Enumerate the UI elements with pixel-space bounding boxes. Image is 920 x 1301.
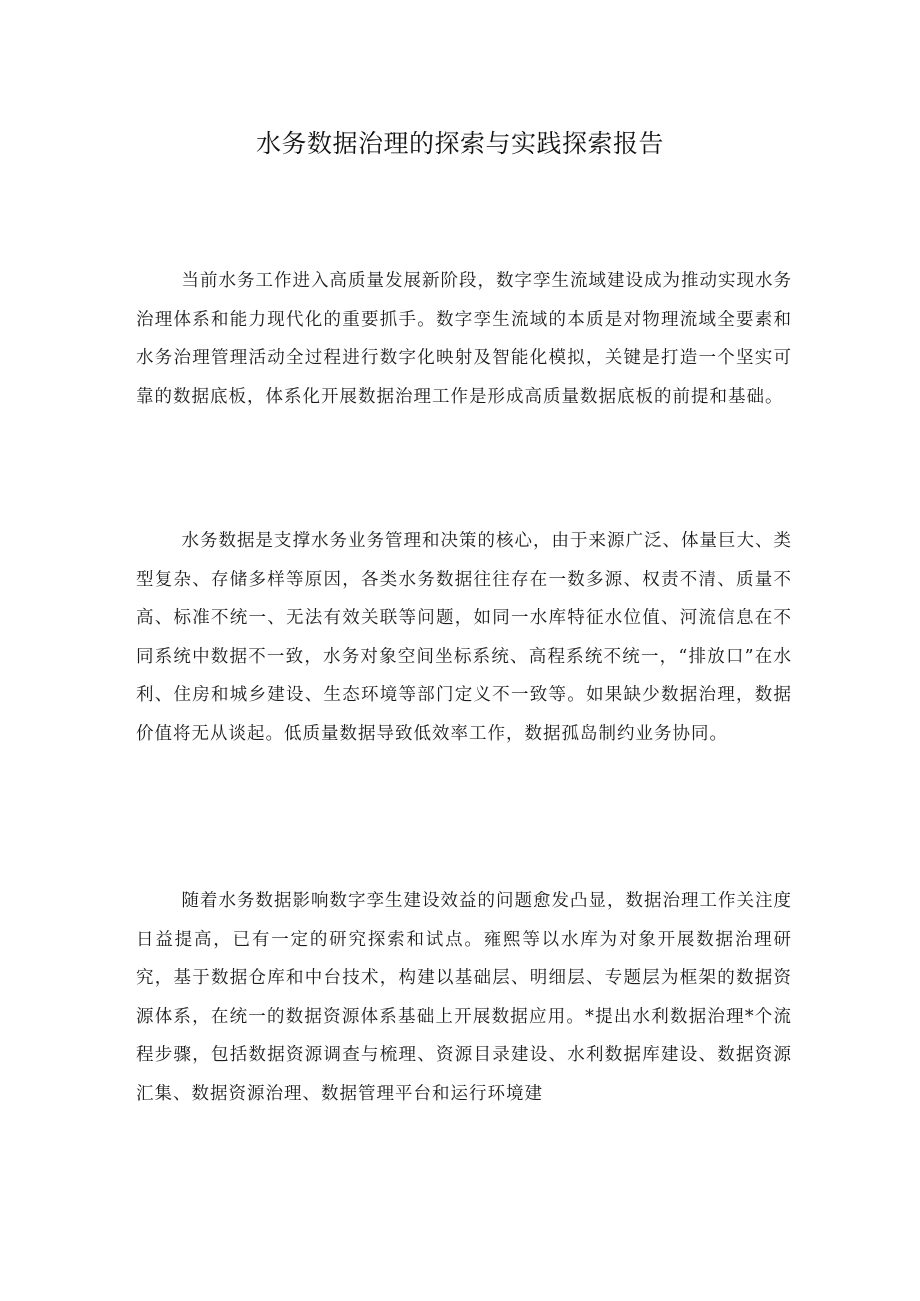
paragraph-1: 当前水务工作进入高质量发展新阶段，数字孪生流域建设成为推动实现水务治理体系和能力现代化的重要抓手。数字孪生流域的本质是对物理流域全要素和水务治理管理活动全过程进行数字化映射及智能化模拟，关键是打造一个坚实可靠的数据底板，体系化开展数据治理工作是形成高质量数据底板的前提和基础。	[136, 271, 792, 407]
paragraph-2: 水务数据是支撑水务业务管理和决策的核心，由于来源广泛、体量巨大、类型复杂、存储多样等原因，各类水务数据往往存在一数多源、权责不清、质量不高、标准不统一、无法有效关联等问题，如同一水库特征水位值、河流信息在不同系统中数据不一致，水务对象空间坐标系统、高程系统不统一，“排放口”在水利、住房和城乡建设、生态环境等部门定义不一致等。如果缺少数据治理，数据价值将无从谈起。低质量数据导致低效率工作，数据孤岛制约业务协同。	[136, 531, 792, 744]
paragraph-3: 随着水务数据影响数字孪生建设效益的问题愈发凸显，数据治理工作关注度日益提高，已有一定的研究探索和试点。雍熙等以水库为对象开展数据治理研究，基于数据仓库和中台技术，构建以基础层、明细层、专题层为框架的数据资源体系，在统一的数据资源体系基础上开展数据应用。*提出水利数据治理*个流程步骤，包括数据资源调查与梳理、资源目录建设、水利数据库建设、数据资源汇集、数据资源治理、数据管理平台和运行环境建	[136, 891, 792, 1104]
document-title: 水务数据治理的探索与实践探索报告	[255, 129, 664, 158]
